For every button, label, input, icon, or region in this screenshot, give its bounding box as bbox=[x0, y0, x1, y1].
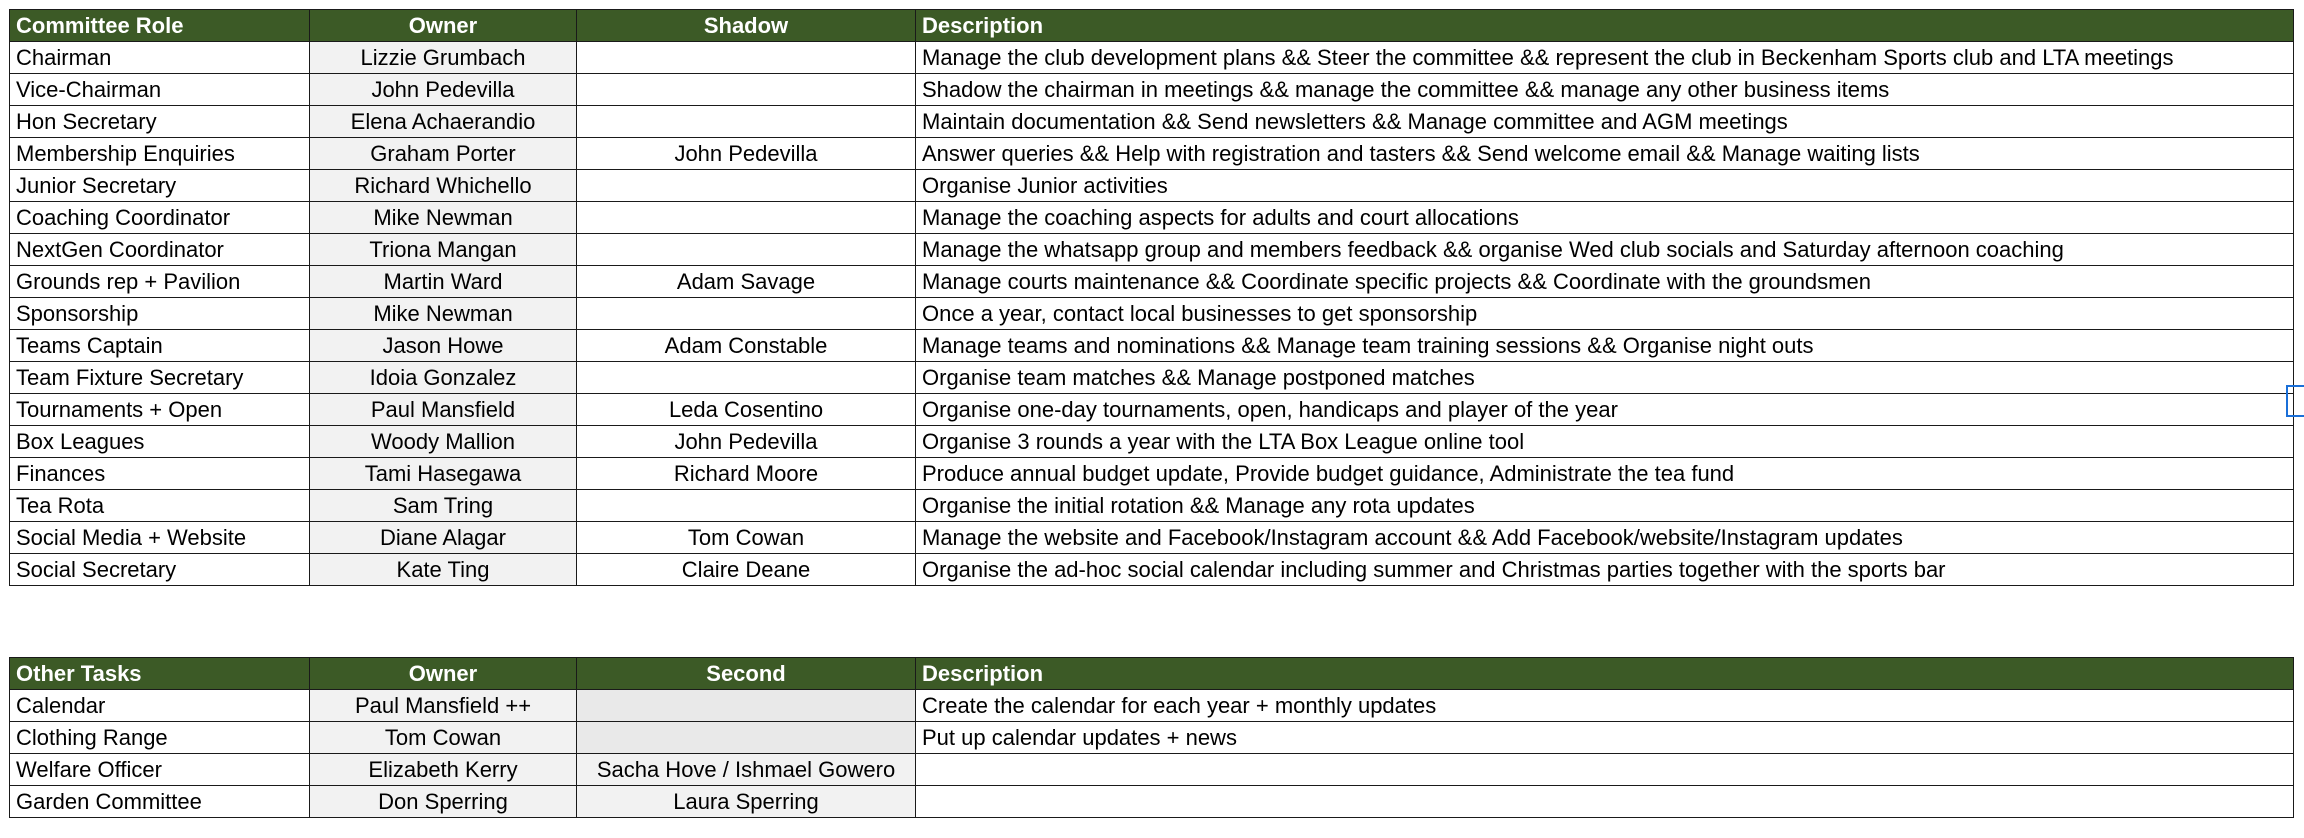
owner-cell[interactable]: John Pedevilla bbox=[310, 74, 577, 106]
role-cell[interactable]: Tea Rota bbox=[10, 490, 310, 522]
role-cell[interactable]: Social Media + Website bbox=[10, 522, 310, 554]
header-description[interactable]: Description bbox=[916, 658, 2294, 690]
task-cell[interactable]: Welfare Officer bbox=[10, 754, 310, 786]
description-cell[interactable]: Manage teams and nominations && Manage team training sessions && Organise night outs bbox=[916, 330, 2294, 362]
owner-cell[interactable]: Richard Whichello bbox=[310, 170, 577, 202]
header-owner[interactable]: Owner bbox=[310, 658, 577, 690]
committee-row bbox=[10, 298, 2294, 330]
owner-cell[interactable]: Paul Mansfield bbox=[310, 394, 577, 426]
header-shadow[interactable]: Shadow bbox=[577, 10, 916, 42]
shadow-cell[interactable]: Tom Cowan bbox=[577, 522, 916, 554]
role-cell[interactable]: Hon Secretary bbox=[10, 106, 310, 138]
role-cell[interactable]: Sponsorship bbox=[10, 298, 310, 330]
owner-cell[interactable]: Woody Mallion bbox=[310, 426, 577, 458]
shadow-cell[interactable] bbox=[577, 42, 916, 74]
description-cell[interactable]: Answer queries && Help with registration and tasters && Send welcome email && Manage waiting lists bbox=[916, 138, 2294, 170]
description-cell[interactable]: Organise the initial rotation && Manage any rota updates bbox=[916, 490, 2294, 522]
role-cell[interactable]: Tournaments + Open bbox=[10, 394, 310, 426]
committee-row bbox=[10, 394, 2294, 426]
description-cell[interactable] bbox=[916, 754, 2294, 786]
shadow-cell[interactable] bbox=[577, 170, 916, 202]
second-cell[interactable] bbox=[577, 722, 916, 754]
owner-cell[interactable]: Jason Howe bbox=[310, 330, 577, 362]
committee-row bbox=[10, 330, 2294, 362]
committee-row bbox=[10, 234, 2294, 266]
role-cell[interactable]: Teams Captain bbox=[10, 330, 310, 362]
shadow-cell[interactable]: Adam Constable bbox=[577, 330, 916, 362]
owner-cell[interactable]: Mike Newman bbox=[310, 202, 577, 234]
shadow-cell[interactable] bbox=[577, 298, 916, 330]
other-task-row bbox=[10, 722, 2294, 754]
other-task-row bbox=[10, 786, 2294, 818]
role-cell[interactable]: Box Leagues bbox=[10, 426, 310, 458]
description-cell[interactable]: Manage courts maintenance && Coordinate specific projects && Coordinate with the groundsmen bbox=[916, 266, 2294, 298]
description-cell[interactable]: Organise team matches && Manage postponed matches bbox=[916, 362, 2294, 394]
shadow-cell[interactable] bbox=[577, 234, 916, 266]
description-cell[interactable] bbox=[916, 786, 2294, 818]
role-cell[interactable]: Membership Enquiries bbox=[10, 138, 310, 170]
description-cell[interactable]: Manage the club development plans && Steer the committee && represent the club in Beckenham Sports club and LTA meetings bbox=[916, 42, 2294, 74]
task-cell[interactable]: Garden Committee bbox=[10, 786, 310, 818]
role-cell[interactable]: Grounds rep + Pavilion bbox=[10, 266, 310, 298]
owner-cell[interactable]: Triona Mangan bbox=[310, 234, 577, 266]
owner-cell[interactable]: Elena Achaerandio bbox=[310, 106, 577, 138]
header-committee-role[interactable]: Committee Role bbox=[10, 10, 310, 42]
description-cell[interactable]: Organise 3 rounds a year with the LTA Box League online tool bbox=[916, 426, 2294, 458]
owner-cell[interactable]: Paul Mansfield ++ bbox=[310, 690, 577, 722]
committee-table bbox=[9, 9, 2294, 586]
role-cell[interactable]: Coaching Coordinator bbox=[10, 202, 310, 234]
second-cell[interactable]: Sacha Hove / Ishmael Gowero bbox=[577, 754, 916, 786]
role-cell[interactable]: NextGen Coordinator bbox=[10, 234, 310, 266]
owner-cell[interactable]: Kate Ting bbox=[310, 554, 577, 586]
other-tasks-header-row bbox=[10, 658, 2294, 690]
committee-row bbox=[10, 554, 2294, 586]
committee-row bbox=[10, 458, 2294, 490]
committee-row bbox=[10, 522, 2294, 554]
shadow-cell[interactable]: John Pedevilla bbox=[577, 138, 916, 170]
description-cell[interactable]: Produce annual budget update, Provide budget guidance, Administrate the tea fund bbox=[916, 458, 2294, 490]
owner-cell[interactable]: Idoia Gonzalez bbox=[310, 362, 577, 394]
shadow-cell[interactable]: Claire Deane bbox=[577, 554, 916, 586]
committee-row bbox=[10, 138, 2294, 170]
shadow-cell[interactable] bbox=[577, 202, 916, 234]
description-cell[interactable]: Shadow the chairman in meetings && manage the committee && manage any other business items bbox=[916, 74, 2294, 106]
owner-cell[interactable]: Elizabeth Kerry bbox=[310, 754, 577, 786]
role-cell[interactable]: Finances bbox=[10, 458, 310, 490]
description-cell[interactable]: Manage the website and Facebook/Instagram account && Add Facebook/website/Instagram updates bbox=[916, 522, 2294, 554]
owner-cell[interactable]: Tami Hasegawa bbox=[310, 458, 577, 490]
description-cell[interactable]: Organise one-day tournaments, open, handicaps and player of the year bbox=[916, 394, 2294, 426]
owner-cell[interactable]: Graham Porter bbox=[310, 138, 577, 170]
shadow-cell[interactable]: John Pedevilla bbox=[577, 426, 916, 458]
shadow-cell[interactable]: Richard Moore bbox=[577, 458, 916, 490]
second-cell[interactable]: Laura Sperring bbox=[577, 786, 916, 818]
shadow-cell[interactable] bbox=[577, 490, 916, 522]
description-cell[interactable]: Create the calendar for each year + monthly updates bbox=[916, 690, 2294, 722]
committee-row bbox=[10, 362, 2294, 394]
owner-cell[interactable]: Martin Ward bbox=[310, 266, 577, 298]
owner-cell[interactable]: Mike Newman bbox=[310, 298, 577, 330]
other-task-row bbox=[10, 754, 2294, 786]
shadow-cell[interactable] bbox=[577, 74, 916, 106]
committee-row bbox=[10, 490, 2294, 522]
owner-cell[interactable]: Lizzie Grumbach bbox=[310, 42, 577, 74]
role-cell[interactable]: Junior Secretary bbox=[10, 170, 310, 202]
owner-cell[interactable]: Diane Alagar bbox=[310, 522, 577, 554]
shadow-cell[interactable] bbox=[577, 106, 916, 138]
committee-row bbox=[10, 426, 2294, 458]
shadow-cell[interactable]: Adam Savage bbox=[577, 266, 916, 298]
description-cell[interactable]: Put up calendar updates + news bbox=[916, 722, 2294, 754]
committee-header-row bbox=[10, 10, 2294, 42]
shadow-cell[interactable] bbox=[577, 362, 916, 394]
description-cell[interactable]: Organise Junior activities bbox=[916, 170, 2294, 202]
role-cell[interactable]: Social Secretary bbox=[10, 554, 310, 586]
cell-selection-indicator bbox=[2286, 385, 2304, 417]
committee-row bbox=[10, 170, 2294, 202]
description-cell[interactable]: Manage the whatsapp group and members feedback && organise Wed club socials and Saturday afternoon coaching bbox=[916, 234, 2294, 266]
header-owner[interactable]: Owner bbox=[310, 10, 577, 42]
header-description[interactable]: Description bbox=[916, 10, 2294, 42]
owner-cell[interactable]: Sam Tring bbox=[310, 490, 577, 522]
task-cell[interactable]: Calendar bbox=[10, 690, 310, 722]
other-tasks-table bbox=[9, 657, 2294, 818]
role-cell[interactable]: Team Fixture Secretary bbox=[10, 362, 310, 394]
header-other-tasks[interactable]: Other Tasks bbox=[10, 658, 310, 690]
owner-cell[interactable]: Tom Cowan bbox=[310, 722, 577, 754]
committee-row bbox=[10, 106, 2294, 138]
committee-row bbox=[10, 266, 2294, 298]
second-cell[interactable] bbox=[577, 690, 916, 722]
role-cell[interactable]: Chairman bbox=[10, 42, 310, 74]
description-cell[interactable]: Manage the coaching aspects for adults and court allocations bbox=[916, 202, 2294, 234]
description-cell[interactable]: Once a year, contact local businesses to get sponsorship bbox=[916, 298, 2294, 330]
header-second[interactable]: Second bbox=[577, 658, 916, 690]
committee-row bbox=[10, 42, 2294, 74]
description-cell[interactable]: Organise the ad-hoc social calendar including summer and Christmas parties together with the sports bar bbox=[916, 554, 2294, 586]
other-task-row bbox=[10, 690, 2294, 722]
shadow-cell[interactable]: Leda Cosentino bbox=[577, 394, 916, 426]
committee-row bbox=[10, 202, 2294, 234]
committee-row bbox=[10, 74, 2294, 106]
task-cell[interactable]: Clothing Range bbox=[10, 722, 310, 754]
description-cell[interactable]: Maintain documentation && Send newsletters && Manage committee and AGM meetings bbox=[916, 106, 2294, 138]
owner-cell[interactable]: Don Sperring bbox=[310, 786, 577, 818]
role-cell[interactable]: Vice-Chairman bbox=[10, 74, 310, 106]
